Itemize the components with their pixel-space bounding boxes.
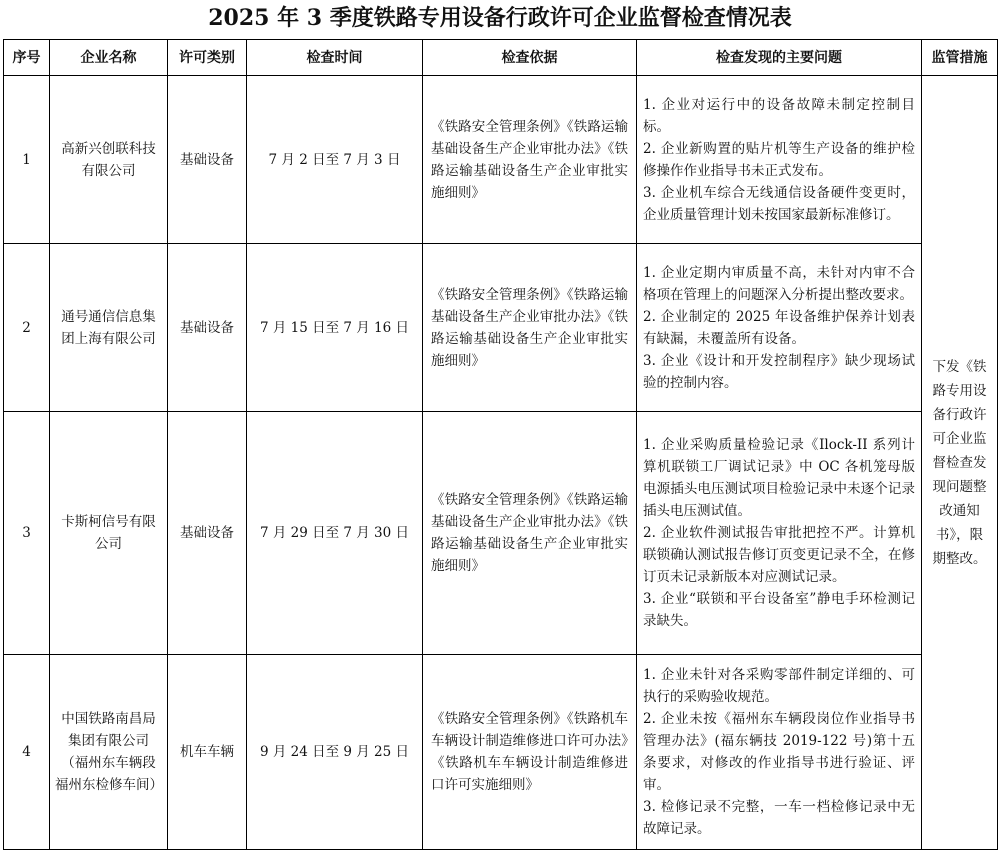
row-license-type: 机车车辆 xyxy=(168,655,247,850)
row-basis: 《铁路安全管理条例》《铁路运输基础设备生产企业审批办法》《铁路运输基础设备生产企业审批实施细则》 xyxy=(423,244,637,412)
row-inspection-time: 7 月 15 日至 7 月 16 日 xyxy=(247,244,423,412)
header-basis: 检查依据 xyxy=(423,40,637,76)
row-issues xyxy=(637,655,922,850)
issue-item: 1. 企业定期内审质量不高，未针对内审不合格项在管理上的问题深入分析提出整改要求。 xyxy=(643,264,915,303)
issue-item: 1. 企业未针对各采购零部件制定详细的、可执行的采购验收规范。 xyxy=(643,667,915,705)
row-inspection-time: 9 月 24 日至 9 月 25 日 xyxy=(247,655,423,850)
header-inspection-time: 检查时间 xyxy=(247,40,423,76)
row-company: 卡斯柯信号有限公司 xyxy=(50,412,168,655)
row-no: 3 xyxy=(4,412,50,655)
row-inspection-time: 7 月 29 日至 7 月 30 日 xyxy=(247,412,423,655)
issue-item: 1. 企业对运行中的设备故障未制定控制目标。 xyxy=(643,96,915,135)
row-inspection-time: 7 月 2 日至 7 月 3 日 xyxy=(247,76,423,244)
header-company: 企业名称 xyxy=(50,40,168,76)
inspection-table xyxy=(3,39,998,850)
row-issues xyxy=(637,244,922,412)
issue-item: 3. 企业《设计和开发控制程序》缺少现场试验的控制内容。 xyxy=(643,352,915,391)
row-basis: 《铁路安全管理条例》《铁路运输基础设备生产企业审批办法》《铁路运输基础设备生产企业审批实施细则》 xyxy=(423,412,637,655)
header-no: 序号 xyxy=(4,40,50,76)
table-row xyxy=(4,412,998,655)
row-basis: 《铁路安全管理条例》《铁路运输基础设备生产企业审批办法》《铁路运输基础设备生产企业审批实施细则》 xyxy=(423,76,637,244)
header-license-type: 许可类别 xyxy=(168,40,247,76)
issue-item: 3. 检修记录不完整，一车一档检修记录中无故障记录。 xyxy=(643,799,915,837)
row-issues xyxy=(637,412,922,655)
issue-item: 2. 企业新购置的贴片机等生产设备的维护检修操作作业指导书未正式发布。 xyxy=(643,140,915,179)
row-no: 2 xyxy=(4,244,50,412)
row-company: 中国铁路南昌局集团有限公司（福州东车辆段福州东检修车间） xyxy=(50,655,168,850)
issue-item: 2. 企业制定的 2025 年设备维护保养计划表有缺漏，未覆盖所有设备。 xyxy=(643,308,915,347)
row-company: 高新兴创联科技有限公司 xyxy=(50,76,168,244)
row-license-type: 基础设备 xyxy=(168,76,247,244)
issue-item: 3. 企业机车综合无线通信设备硬件变更时，企业质量管理计划未按国家最新标准修订。 xyxy=(643,184,915,223)
row-basis: 《铁路安全管理条例》《铁路机车车辆设计制造维修进口许可办法》《铁路机车车辆设计制造维修进口许可实施细则》 xyxy=(423,655,637,850)
page-title: 2025 年 3 季度铁路专用设备行政许可企业监督检查情况表 xyxy=(208,5,792,31)
issue-item: 1. 企业采购质量检验记录《Ilock-II 系列计算机联锁工厂调试记录》中 OC 各机笼母版电源插头电压测试项目检验记录中未逐个记录插头电压测试值。 xyxy=(643,437,915,519)
table-row xyxy=(4,655,998,850)
row-company: 通号通信信息集团上海有限公司 xyxy=(50,244,168,412)
row-no: 4 xyxy=(4,655,50,850)
issue-item: 2. 企业未按《福州东车辆段岗位作业指导书管理办法》(福东辆技 2019-122 号)第十五条要求，对修改的作业指导书进行验证、评审。 xyxy=(643,711,915,793)
table-header-row xyxy=(4,40,998,76)
measures-cell: 下发《铁路专用设备行政许可企业监督检查发现问题整改通知书》，限期整改。 xyxy=(922,76,998,850)
row-no: 1 xyxy=(4,76,50,244)
row-issues xyxy=(637,76,922,244)
table-row xyxy=(4,76,998,244)
header-issues: 检查发现的主要问题 xyxy=(637,40,922,76)
row-license-type: 基础设备 xyxy=(168,412,247,655)
header-measures: 监管措施 xyxy=(922,40,998,76)
table-row xyxy=(4,244,998,412)
row-license-type: 基础设备 xyxy=(168,244,247,412)
issue-item: 2. 企业软件测试报告审批把控不严。计算机联锁确认测试报告修订页变更记录不全，在修订页未记录新版本对应测试记录。 xyxy=(643,525,915,585)
issue-item: 3. 企业“联锁和平台设备室”静电手环检测记录缺失。 xyxy=(643,591,915,629)
